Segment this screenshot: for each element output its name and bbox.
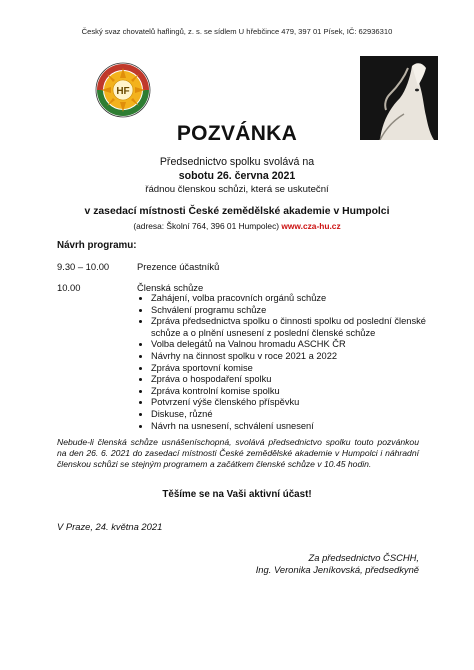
signature-name: Ing. Veronika Jeníkovská, předsedkyně — [255, 564, 419, 575]
agenda-item: • Schválení programu schůze — [151, 305, 431, 317]
venue-name: v zasedací místnosti České zemědělské akademie v Humpolci — [84, 206, 390, 217]
agenda-item: • Zahájení, volba pracovních orgánů schůze — [151, 293, 431, 305]
agenda-item: • Volba delegátů na Valnou hromadu ASCHK ČR — [151, 339, 431, 351]
agenda-item: • Návrh na usnesení, schválení usnesení — [151, 421, 431, 433]
page-title: POZVÁNKA — [176, 122, 298, 145]
agenda-item: • Návrhy na činnost spolku v roce 2021 a 2022 — [151, 351, 431, 363]
signature-block — [256, 552, 419, 576]
slot-label: Prezence účastníků — [137, 261, 220, 272]
agenda-item: • Zpráva o hospodaření spolku — [151, 374, 431, 386]
venue-address — [0, 221, 474, 231]
logo-text: HF — [116, 86, 130, 97]
agenda-list — [137, 293, 431, 432]
address-text: (adresa: Školní 764, 396 01 Humpolec) — [133, 221, 282, 231]
slot-time: 9.30 – 10.00 — [57, 261, 110, 272]
agenda-item: • Zpráva kontrolní komise spolku — [151, 386, 431, 398]
website-link[interactable]: www.cza-hu.cz — [281, 221, 341, 231]
agenda-item: • Zpráva předsednictva spolku o činnosti spolku od poslední členské schůze a o plnění usnesení z poslední členské schůze — [151, 316, 431, 339]
place-date: V Praze, 24. května 2021 — [57, 521, 163, 532]
program-slot — [57, 282, 203, 293]
signature-line: Za předsednictvo ČSCHH, — [308, 552, 419, 563]
agenda-item: • Potvrzení výše členského příspěvku — [151, 397, 431, 409]
intro-line: Předsednictvo spolku svolává na — [159, 156, 315, 168]
slot-time: 10.00 — [57, 282, 81, 293]
haflinger-logo-icon — [95, 62, 151, 118]
org-header: Český svaz chovatelů haflingů, z. s. se sídlem U hřebčince 479, 397 01 Písek, IČ: 62936310 — [81, 27, 393, 36]
agenda-item: • Zpráva sportovní komise — [151, 363, 431, 375]
quorum-note: Nebude-li členská schůze usnášeníschopná, svolává předsednictvo spolku touto pozvánkou na den 26. 6. 2021 do zasedací místnosti České zemědělské akademie v Humpolci i náhradní členskou schůzi se stejným programem a začátkem členské schůze v 10.45 hodin. — [57, 437, 419, 469]
closing-line: Těšíme se na Vaši aktivní účast! — [162, 489, 312, 500]
slot-label: Členská schůze — [137, 282, 204, 293]
meeting-date: sobotu 26. června 2021 — [178, 170, 296, 182]
program-slot — [57, 261, 219, 272]
program-heading: Návrh programu: — [57, 240, 137, 251]
intro-line: řádnou členskou schůzi, která se uskuteční — [145, 184, 329, 195]
agenda-item: • Diskuse, různé — [151, 409, 431, 421]
